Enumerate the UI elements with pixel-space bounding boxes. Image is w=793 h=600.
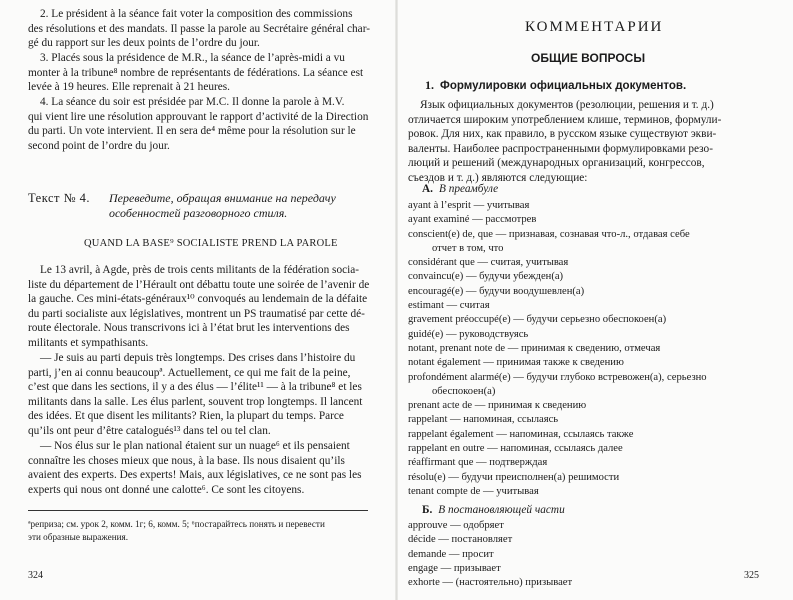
glossary-entry: rappelant en outre — напоминая, ссылаясь далее (408, 443, 623, 455)
glossary-entry: encouragé(e) — будучи воодушевлен(а) (408, 285, 585, 297)
text-line: du parti socialiste aux législatives, montrent un PS traumatisé par cette dé- (28, 307, 365, 320)
text-line: la gauche. Ces mini-états-généraux¹⁰ convoqués au lendemain de la défaite (28, 293, 368, 306)
text-line: gé du rapport sur les deux points de l’ordre du jour. (28, 37, 260, 50)
text-line: parti, j’en ai connu beaucoupª. Actuellement, ce qui me fait de la peine, (28, 366, 351, 379)
glossary-entry: rappelant également — напоминая, ссылаясь также (408, 428, 634, 440)
text-line: des idées. Et que disent les militants? Rien, la plupart du temps. Parce (28, 410, 344, 423)
text-line: militants dans la salle. Les élus parlent, souvent trop longtemps. Il lancent (28, 395, 363, 408)
subsection-number: 1. (425, 78, 434, 92)
glossary-entry: tenant compte de — учитывая (408, 485, 539, 497)
text-line: monter à la tribune⁸ nombre de représentants de fédérations. La séance est (28, 66, 364, 79)
text-line: liste du département de l’Hérault ont débattu toute une soirée de l’avenir de (28, 278, 370, 291)
text-line: second point de l’ordre du jour. (28, 139, 170, 152)
task-label: Текст № 4. (28, 191, 91, 205)
glossary-entry-continuation: отчет в том, что (432, 242, 504, 254)
subsection-title: Формулировки официальных документов. (440, 80, 687, 92)
glossary-entry: estimant — считая (408, 300, 490, 312)
text-line: 3. Placés sous la présidence de M.R., la séance de l’après-midi a vu (40, 52, 345, 64)
text-line: Le 13 avril, à Agde, près de trois cents militants de la fédération socia- (40, 264, 360, 276)
section-letter: Б. (422, 504, 433, 516)
glossary-entry: réaffirmant que — подтверждая (408, 457, 548, 469)
glossary-entry: considérant que — считая, учитывая (408, 257, 569, 269)
body-paragraph-2 (28, 351, 369, 439)
glossary-preamble (408, 199, 707, 499)
left-page (0, 0, 396, 600)
glossary-entry: guidé(e) — руководствуясь (408, 328, 529, 340)
text-line: — Je suis au parti depuis très longtemps. Des crises dans l’histoire du (40, 352, 356, 364)
section-b-heading (422, 504, 565, 516)
text-line: du parti. Un vote intervient. Il en sera de⁴ même pour la résolution sur le (28, 125, 356, 138)
text-line: Язык официальных документов (резолюции, решения и т. д.) (420, 99, 714, 111)
text-line: qu’ils ont peur d’être catalogués¹³ dans tel ou tel clan. (28, 424, 271, 437)
body-paragraph-1 (28, 263, 369, 351)
paragraph-2 (28, 7, 369, 51)
section-heading: ОБЩИЕ ВОПРОСЫ (531, 51, 646, 65)
text-line: валенты. Наиболее распространенными формулировками резо- (408, 142, 713, 155)
text-line: connaître les choses mieux que nous, à la base. Ils nous disaient qu’ils (28, 454, 345, 467)
footnote-line: эти образные выражения. (28, 531, 129, 542)
glossary-entry: ayant examiné — рассмотрев (408, 214, 537, 226)
text-line: — Nos élus sur le plan national étaient sur un nuage⁶ et ils pensaient (40, 440, 350, 452)
footnote-divider (28, 510, 368, 511)
text-line: c’est que dans les sections, il y a des élus — l’élite¹¹ — à la tribune⁸ et les (28, 381, 362, 394)
glossary-entry: conscient(e) de, que — признавая, сознавая что-л., отдавая себе (408, 228, 690, 240)
text-line: route électorale. Nous transcrivons ici à l’état brut les interventions des (28, 322, 350, 335)
glossary-entry: engage — призывает (408, 562, 501, 574)
body-paragraph-3 (28, 439, 369, 497)
text-line: qui vient lire une résolution approuvant le rapport d’activité de la Direction (28, 110, 369, 123)
glossary-entry: exhorte — (настоятельно) призывает (408, 577, 573, 589)
text-line: ровок. Для них, как правило, в русском языке существуют экви- (408, 128, 717, 141)
footnote (28, 518, 368, 543)
section-name: В постановляющей части (438, 504, 565, 516)
text-line: des résolutions et des mandats. Il passe la parole au Secrétaire général char- (28, 22, 370, 35)
glossary-entry: décide — постановляет (408, 534, 513, 546)
text-line: люций и решений (международных организаций, конгрессов, (408, 157, 705, 170)
page-number: 324 (28, 570, 43, 581)
subsection-heading (425, 78, 686, 93)
glossary-entry: notant également — принимая также к сведению (408, 357, 624, 369)
text-line: отличается широким употреблением клише, терминов, формули- (408, 113, 722, 126)
task-instruction-line: Переведите, обращая внимание на передачу (109, 191, 336, 205)
text-line: 2. Le président à la séance fait voter la composition des commissions (40, 8, 353, 20)
text-line: militants et sympathisants. (28, 336, 149, 349)
glossary-entry: rappelant — напоминая, ссылаясь (408, 414, 559, 426)
glossary-entry: convaincu(e) — будучи убежден(а) (408, 271, 564, 283)
page-title: КОММЕНТАРИИ (525, 19, 664, 35)
glossary-entry: profondément alarmé(e) — будучи глубоко встревожен(а), серьезно (408, 371, 707, 383)
task-instruction-line: особенностей разговорного стиля. (109, 205, 288, 220)
glossary-entry: résolu(e) — будучи преисполнен(а) решимости (408, 471, 620, 483)
page-number: 325 (744, 570, 759, 581)
glossary-entry: gravement préoccupé(e) — будучи серьезно обеспокоен(а) (408, 314, 667, 326)
glossary-entry: notant, prenant note de — принимая к сведению, отмечая (408, 342, 661, 354)
glossary-operative (408, 519, 572, 590)
text-line: avaient des experts. Des experts! Mais, aux législatives, ce ne sont pas les (28, 469, 362, 482)
section-letter: А. (422, 183, 433, 195)
paragraph-4 (28, 95, 369, 153)
text-line: съездов и т. д.) являются следующие: (408, 171, 588, 184)
footnote-line: ªрепризa; см. урок 2, комм. 1г; 6, комм. 5; ⁶постарайтесь понять и перевести (28, 519, 325, 529)
glossary-entry: ayant à l’esprit — учитывая (408, 200, 530, 211)
right-page (397, 0, 793, 600)
glossary-entry-continuation: обеспокоен(а) (432, 385, 496, 397)
glossary-entry: demande — просит (408, 548, 494, 560)
intro-paragraph (408, 98, 748, 186)
section-a-heading (422, 183, 498, 195)
paragraph-3 (28, 51, 369, 95)
task-instruction (109, 191, 336, 220)
glossary-entry: approuve — одобряет (408, 520, 504, 531)
section-name: В преамбуле (438, 183, 499, 195)
text-line: levée à 19 heures. Elle reprenait à 21 heures. (28, 81, 230, 94)
text-subheading: QUAND LA BASE⁹ SOCIALISTE PREND LA PAROLE (84, 238, 338, 249)
glossary-entry: prenant acte de — принимая к сведению (408, 400, 587, 412)
text-line: experts qui nous ont donné une calotte⁶. Ce sont les citoyens. (28, 483, 305, 496)
text-line: 4. La séance du soir est présidée par M.C. Il donne la parole à M.V. (40, 96, 345, 108)
